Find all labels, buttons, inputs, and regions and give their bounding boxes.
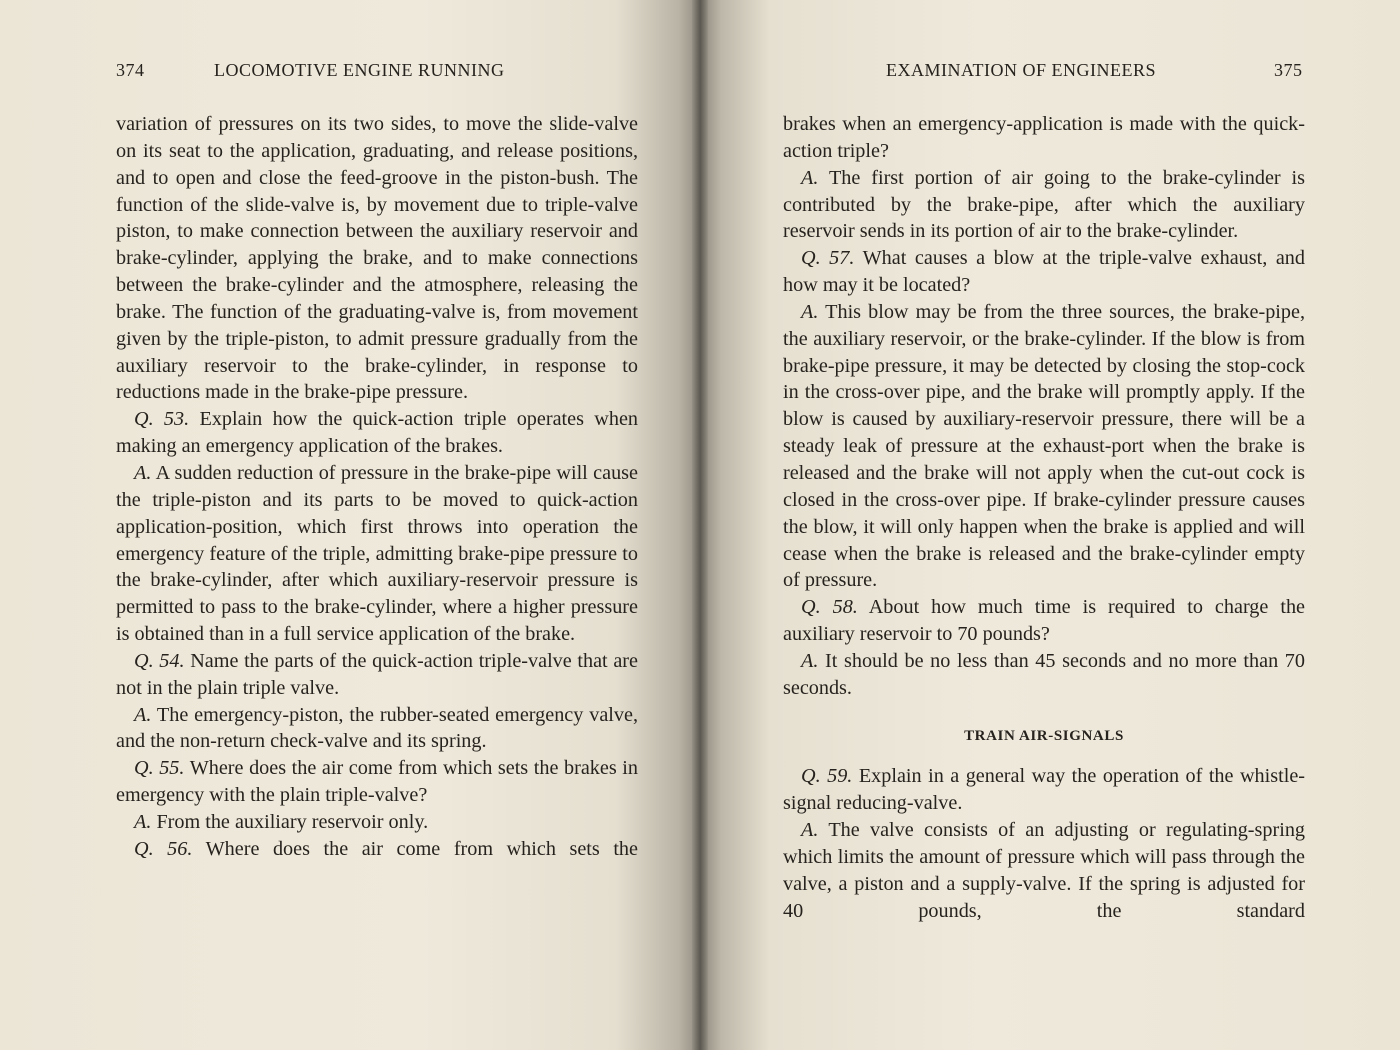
answer-text: This blow may be from the three sources, the brake-pipe, the auxiliary reservoir, or the brake-cylinder. If the blow is from brake-pipe pressure, it may be detected by closing the stop-cock in the cross-over pipe, and the brake will promptly apply. If the blow is caused by auxiliary-reservoir pressure, there will be a steady leak of pressure at the exhaust-port when the brake is released and the brake will not apply when the cut-out cock is closed in the cross-over pipe. If brake-cylinder pressure causes the blow, it will only happen when the brake is applied and will cease when the brake is released and the brake-cylinder empty of pressure. — [783, 300, 1306, 592]
question-label: Q. 57. — [801, 247, 855, 270]
question-text: Where does the air come from which sets the — [205, 837, 638, 860]
right-page — [700, 0, 1400, 1050]
book-gutter — [692, 0, 708, 1050]
question-57 — [783, 245, 1305, 299]
answer-label: A. — [801, 649, 819, 672]
answer-text: A sudden reduction of pressure in the brake-pipe will cause the triple-piston and its parts to be moved to quick-action application-position, which first throws into operation the emergency feature of the triple, admitting brake-pipe pressure to the brake-cylinder, after which auxiliary-reservoir pressure is permitted to pass to the brake-cylinder, where a higher pressure is obtained than in a full service application of the brake. — [116, 461, 638, 646]
answer-55 — [116, 809, 638, 836]
answer-58 — [783, 648, 1305, 702]
answer-57 — [783, 299, 1305, 594]
answer-label: A. — [134, 703, 152, 726]
left-page-text — [116, 111, 638, 863]
answer-label: A. — [134, 461, 152, 484]
right-running-title: EXAMINATION OF ENGINEERS — [886, 60, 1156, 80]
answer-56 — [783, 165, 1305, 246]
answer-54 — [116, 702, 638, 756]
continuation-paragraph: variation of pressures on its two sides, to move the slide-valve on its seat to the application, graduating, and release positions, and to open and close the feed-groove in the piston-bush. The function of the slide-valve is, by movement due to triple-valve piston, to make connection between the auxiliary reservoir and brake-cylinder, applying the brake, and to make connections between the brake-cylinder and the atmosphere, releasing the brake. The function of the graduating-valve is, from movement given by the triple-piston, to admit pressure gradually from the auxiliary reservoir to the brake-cylinder, in response to reductions made in the brake-pipe pressure. — [116, 113, 638, 404]
question-56 — [116, 836, 638, 863]
right-page-text — [783, 111, 1305, 924]
question-59 — [783, 763, 1305, 817]
answer-53 — [116, 460, 638, 648]
answer-text: The emergency-piston, the rubber-seated emergency valve, and the non-return check-valve and its spring. — [116, 703, 638, 753]
answer-label: A. — [134, 810, 152, 833]
answer-text: The valve consists of an adjusting or regulating-spring which limits the amount of pressure which will pass through the valve, a piston and a supply-valve. If the spring is adjusted for 40 pounds, the standard — [783, 819, 1306, 922]
question-text: About how much time is required to charge the auxiliary reservoir to 70 pounds? — [783, 596, 1305, 646]
question-text: Explain in a general way the operation of the whistle-signal reducing-valve. — [783, 765, 1305, 815]
question-label: Q. 59. — [801, 765, 853, 788]
answer-text: From the auxiliary reservoir only. — [156, 810, 429, 833]
question-text: Name the parts of the quick-action triple-valve that are not in the plain triple valve. — [116, 649, 638, 699]
question-label: Q. 58. — [801, 596, 858, 619]
question-54 — [116, 648, 638, 702]
question-label: Q. 56. — [134, 837, 193, 860]
question-label: Q. 53. — [134, 408, 190, 431]
answer-text: It should be no less than 45 seconds and no more than 70 seconds. — [783, 649, 1305, 699]
left-running-title: LOCOMOTIVE ENGINE RUNNING — [214, 60, 505, 80]
answer-label: A. — [801, 300, 819, 323]
question-text: Explain how the quick-action triple operates when making an emergency application of the brakes. — [116, 408, 639, 458]
section-heading: TRAIN AIR-SIGNALS — [964, 727, 1124, 744]
continuation-paragraph: brakes when an emergency-application is made with the quick-action triple? — [783, 113, 1305, 162]
question-55 — [116, 755, 638, 809]
question-53 — [116, 406, 638, 460]
question-label: Q. 54. — [134, 649, 185, 672]
question-text: Where does the air come from which sets the brakes in emergency with the plain triple-valve? — [116, 757, 638, 807]
answer-59 — [783, 817, 1305, 924]
answer-text: The first portion of air going to the brake-cylinder is contributed by the brake-pipe, after which the auxiliary reservoir sends in its portion of air to the brake-cylinder. — [783, 166, 1306, 243]
left-page-number: 374 — [116, 60, 145, 80]
answer-label: A. — [801, 166, 819, 189]
question-label: Q. 55. — [134, 757, 185, 780]
question-text: What causes a blow at the triple-valve exhaust, and how may it be located? — [783, 247, 1305, 297]
question-58 — [783, 594, 1305, 648]
answer-label: A. — [801, 819, 819, 842]
right-page-number: 375 — [1274, 60, 1303, 80]
